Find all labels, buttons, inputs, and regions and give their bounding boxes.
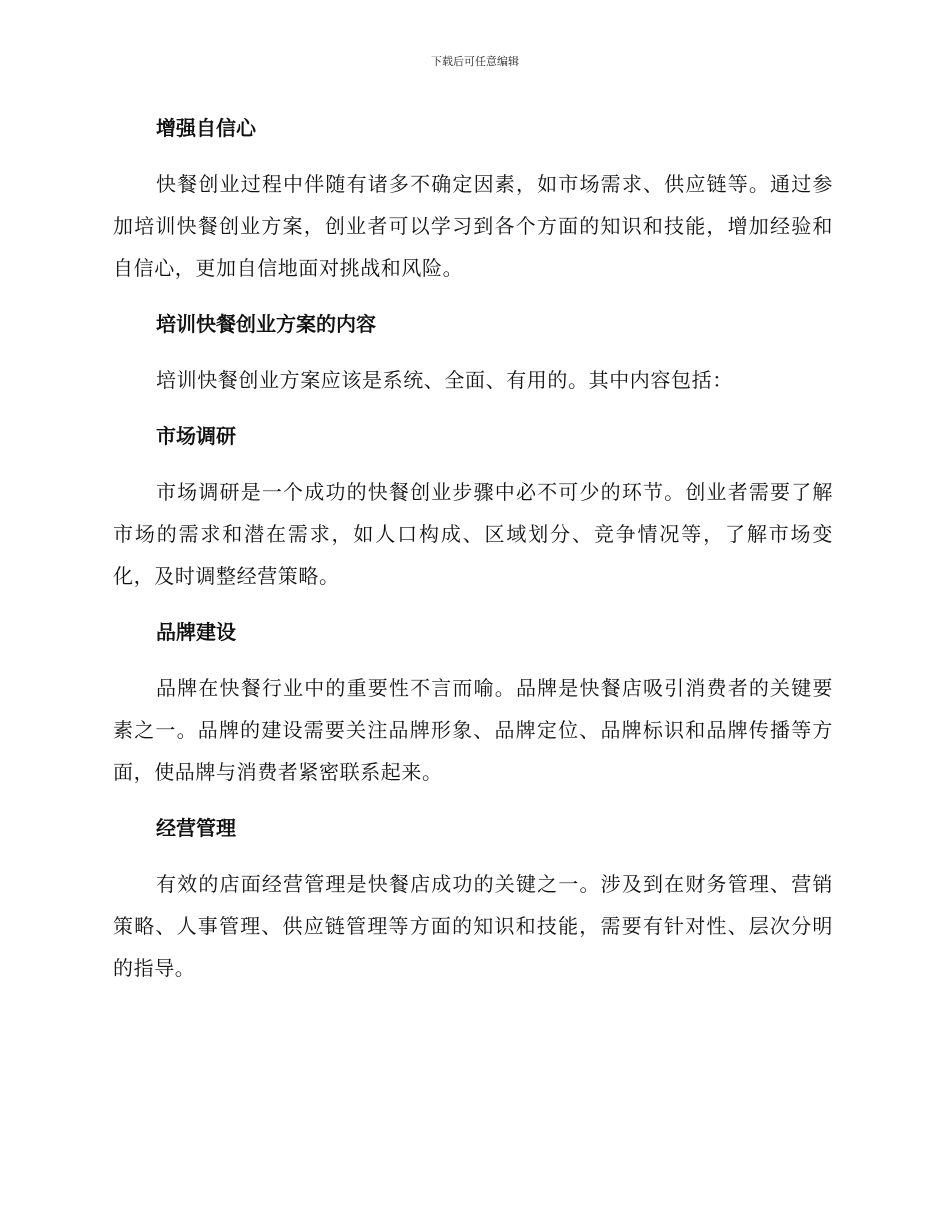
- section-operations-management: [113, 810, 833, 989]
- section-brand-building: [113, 614, 833, 810]
- section-market-research: [113, 418, 833, 614]
- header-note: 下载后可任意编辑: [431, 55, 519, 68]
- document-content: [113, 110, 833, 989]
- section-heading: 培训快餐创业方案的内容: [156, 312, 376, 336]
- section-paragraph: 有效的店面经营管理是快餐店成功的关键之一。涉及到在财务管理、营销策略、人事管理、供应链管理等方面的知识和技能，需要有针对性、层次分明的指导。: [113, 872, 833, 980]
- section-confidence: [113, 110, 833, 306]
- section-heading: 经营管理: [156, 816, 236, 840]
- section-heading: 品牌建设: [156, 620, 236, 644]
- section-paragraph: 品牌在快餐行业中的重要性不言而喻。品牌是快餐店吸引消费者的关键要素之一。品牌的建设需要关注品牌形象、品牌定位、品牌标识和品牌传播等方面，使品牌与消费者紧密联系起来。: [113, 676, 833, 784]
- section-heading: 增强自信心: [156, 116, 256, 140]
- section-training-content: [113, 306, 833, 418]
- section-heading: 市场调研: [156, 424, 236, 448]
- section-paragraph: 快餐创业过程中伴随有诸多不确定因素，如市场需求、供应链等。通过参加培训快餐创业方案，创业者可以学习到各个方面的知识和技能，增加经验和自信心，更加自信地面对挑战和风险。: [113, 172, 833, 280]
- section-paragraph: 市场调研是一个成功的快餐创业步骤中必不可少的环节。创业者需要了解市场的需求和潜在需求，如人口构成、区域划分、竞争情况等，了解市场变化，及时调整经营策略。: [113, 480, 833, 588]
- section-paragraph: 培训快餐创业方案应该是系统、全面、有用的。其中内容包括：: [156, 368, 733, 392]
